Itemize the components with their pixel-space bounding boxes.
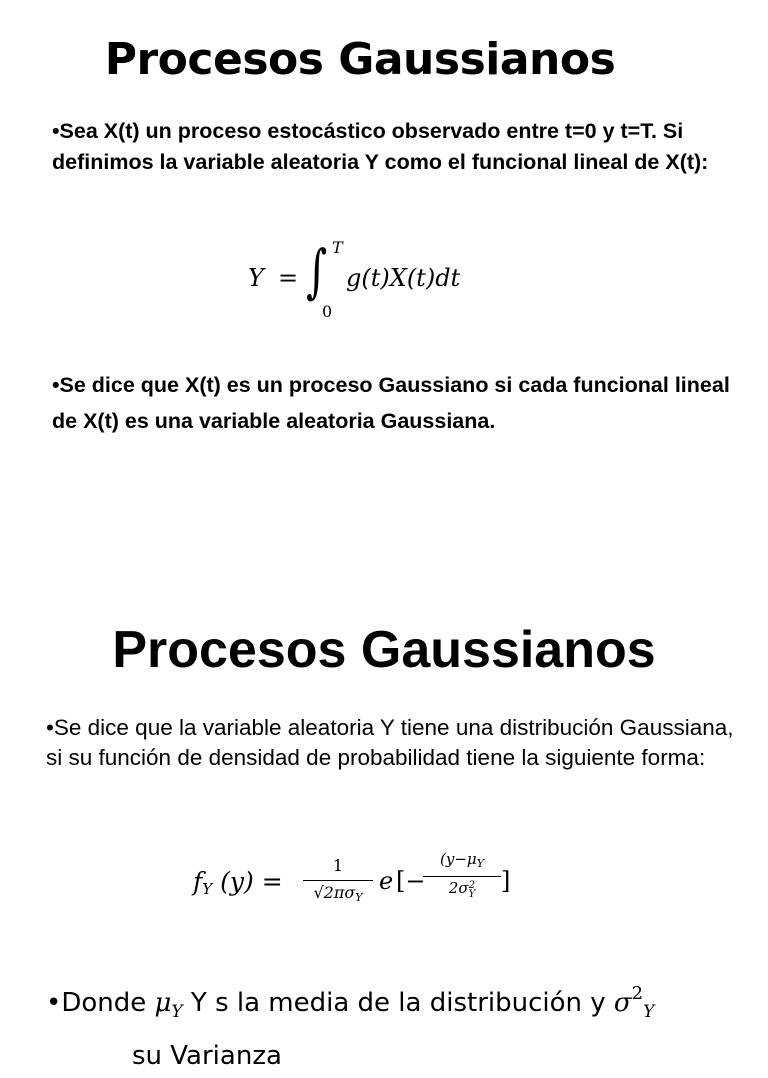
- pdf-exponent-fraction: [423, 850, 501, 899]
- pdf-open-bracket: [−: [396, 867, 426, 895]
- integral-upper-limit: T: [332, 238, 343, 257]
- slide-2: [0, 600, 768, 1071]
- slide-1-title: Procesos Gaussianos: [104, 34, 616, 85]
- denominator-text: √2πσ: [313, 883, 356, 902]
- fraction-bar: [303, 880, 373, 881]
- mu-subscript: Y: [171, 1002, 183, 1022]
- exponent-denominator: [423, 879, 501, 899]
- slide-2-paragraph-parameters: [46, 972, 746, 1078]
- integral-lower-limit: 0: [322, 302, 333, 321]
- pdf-argument: (y) =: [212, 867, 283, 896]
- exponent-fraction-bar: [423, 876, 501, 877]
- sigma-symbol: σ: [613, 988, 632, 1018]
- gaussian-pdf-formula: [193, 850, 523, 920]
- denominator-subscript: Y: [355, 891, 363, 904]
- parameters-middle-text: Y s la media de la distribución y: [182, 988, 614, 1018]
- exponent-denominator-subscript: Y: [468, 889, 476, 900]
- integral-sign: ∫: [306, 237, 328, 305]
- exponent-denominator-text: 2σ: [448, 879, 469, 897]
- exponent-numerator-text: (y−μ: [440, 850, 477, 868]
- pdf-f-subscript: Y: [202, 880, 213, 898]
- pdf-exponential: e: [379, 867, 394, 895]
- exponent-numerator-subscript: Y: [476, 857, 484, 870]
- parameters-line-2: su Varianza: [132, 1041, 282, 1071]
- slide-2-title: Procesos Gaussianos: [112, 621, 656, 679]
- pdf-f: f: [193, 867, 203, 896]
- slide-2-paragraph-definition: •Se dice que la variable aleatoria Y tiene una distribución Gaussiana, si su función de densidad de probabilidad tiene la siguiente forma:: [46, 715, 734, 770]
- exponent-denominator-superscript: 2: [468, 880, 475, 891]
- slide-1-paragraph-gaussian-process: •Se dice que X(t) es un proceso Gaussiano si cada funcional lineal de X(t) es una variable aleatoria Gaussiana.: [52, 373, 730, 433]
- pdf-normalizing-fraction: [303, 856, 373, 904]
- fraction-numerator: 1: [332, 856, 344, 875]
- sigma-subscript: Y: [643, 1002, 655, 1022]
- integral-formula: [248, 238, 508, 328]
- mu-symbol: μ: [154, 988, 172, 1018]
- integrand: g(t)X(t)dt: [346, 264, 461, 292]
- sigma-superscript: 2: [631, 983, 644, 1004]
- formula-lhs: Y: [248, 264, 264, 292]
- parameters-prefix: •Donde: [46, 988, 155, 1018]
- exponent-numerator: [423, 850, 501, 874]
- formula-equals: =: [278, 264, 299, 292]
- pdf-lhs: [193, 867, 283, 898]
- pdf-close-bracket: ]: [501, 867, 511, 895]
- exponent-denominator-scripts: [469, 881, 476, 899]
- slide-1: [0, 0, 768, 520]
- slide-1-paragraph-definition: •Sea X(t) un proceso estocástico observado entre t=0 y t=T. Si definimos la variable aleatoria Y como el funcional lineal de X(t):: [52, 119, 709, 174]
- fraction-denominator: [303, 883, 373, 904]
